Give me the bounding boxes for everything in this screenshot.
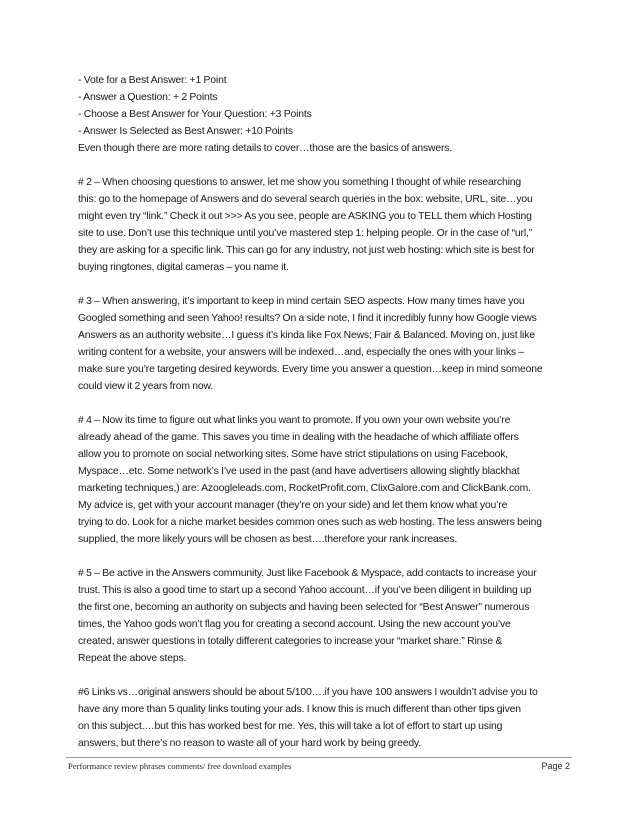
paragraph-line: My advice is, get with your account manager (they’re on your side) and let them know what you’re: [78, 500, 508, 511]
paragraph-line: # 5 – Be active in the Answers community. Just like Facebook & Myspace, add contacts to increase your: [78, 568, 537, 579]
paragraph-tip-3: [78, 293, 570, 395]
paragraph-line: have any more than 5 quality links touting your ads. I know this is much different than other tips given: [78, 704, 521, 715]
paragraph-line: times, the Yahoo gods won’t flag you for creating a second account. Using the new account you’ve: [78, 619, 511, 630]
list-item: - Choose a Best Answer for Your Question: +3 Points: [78, 109, 312, 120]
paragraph-line: on this subject.…but this has worked best for me. Yes, this will take a lot of effort to start up using: [78, 721, 503, 732]
paragraph-line: # 4 – Now its time to figure out what links you want to promote. If you own your own website you’re: [78, 415, 511, 426]
paragraph-line: they are asking for a specific link. This can go for any industry, not just web hosting: which site is best for: [78, 245, 535, 256]
paragraph-line: #6 Links vs…original answers should be about 5/100….if you have 100 answers I wouldn’t advise you to: [78, 687, 538, 698]
document-body: [78, 72, 570, 752]
paragraph-line: Googled something and seen Yahoo! results? On a side note, I find it incredibly funny how Google views: [78, 313, 537, 324]
paragraph-tip-6: [78, 684, 570, 752]
paragraph-line: make sure you’re targeting desired keywords. Every time you answer a question…keep in mind someone: [78, 364, 543, 375]
paragraph-line: Answers as an authority website…I guess it’s kinda like Fox News; Fair & Balanced. Moving on, just like: [78, 330, 535, 341]
page-footer: [66, 757, 572, 771]
paragraph-line: trust. This is also a good time to start up a second Yahoo account…if you’ve been diligent in building up: [78, 585, 532, 596]
paragraph-line: might even try “link.” Check it out >>> As you see, people are ASKING you to TELL them which Hosting: [78, 211, 532, 222]
paragraph-tip-5: [78, 565, 570, 667]
paragraph-line: # 2 – When choosing questions to answer, let me show you something I thought of while researching: [78, 177, 522, 188]
paragraph-line: supplied, the more likely yours will be chosen as best….therefore your rank increases.: [78, 534, 458, 545]
paragraph-tip-4: [78, 412, 570, 548]
paragraph-line: already ahead of the game. This saves you time in dealing with the headache of which affiliate offers: [78, 432, 519, 443]
paragraph-line: allow you to promote on social networking sites. Some have strict stipulations on using Facebook,: [78, 449, 509, 460]
paragraph-line: the first one, becoming an authority on subjects and having been selected for “Best Answer” numerous: [78, 602, 530, 613]
paragraph-line: trying to do. Look for a niche market besides common ones such as web hosting. The less answers being: [78, 517, 542, 528]
paragraph-line: Myspace…etc. Some network’s I’ve used in the past (and have advertisers allowing slightly blackhat: [78, 466, 520, 477]
paragraph-line: could view it 2 years from now.: [78, 381, 214, 392]
paragraph-tip-2: [78, 174, 570, 276]
paragraph-line: writing content for a website, your answers will be indexed…and, especially the ones with your links –: [78, 347, 524, 358]
paragraph-line: site to use. Don’t use this technique until you’ve mastered step 1: helping people. Or in the case of “url,”: [78, 228, 533, 239]
footer-title: Performance review phrases comments/ free download examples: [68, 761, 292, 771]
page-number: Page 2: [541, 761, 570, 771]
points-list: [78, 72, 570, 157]
list-item: - Answer a Question: + 2 Points: [78, 92, 218, 103]
paragraph-line: this: go to the homepage of Answers and do several search queries in the box: website, URL, site…you: [78, 194, 533, 205]
paragraph-line: created, answer questions in totally different categories to increase your “market share.” Rinse &: [78, 636, 503, 647]
list-item: - Answer Is Selected as Best Answer: +10 Points: [78, 126, 293, 137]
paragraph-line: buying ringtones, digital cameras – you name it.: [78, 262, 289, 273]
paragraph-line: # 3 – When answering, it’s important to keep in mind certain SEO aspects. How many times have you: [78, 296, 525, 307]
paragraph-line: answers, but there’s no reason to waste all of your hard work by being greedy.: [78, 738, 421, 749]
paragraph-line: Repeat the above steps.: [78, 653, 187, 664]
list-summary-line: Even though there are more rating details to cover…those are the basics of answers.: [78, 143, 453, 154]
paragraph-line: marketing techniques,) are: Azoogleleads.com, RocketProfit.com, ClixGalore.com and ClickBank.com.: [78, 483, 531, 494]
list-item: - Vote for a Best Answer: +1 Point: [78, 75, 227, 86]
